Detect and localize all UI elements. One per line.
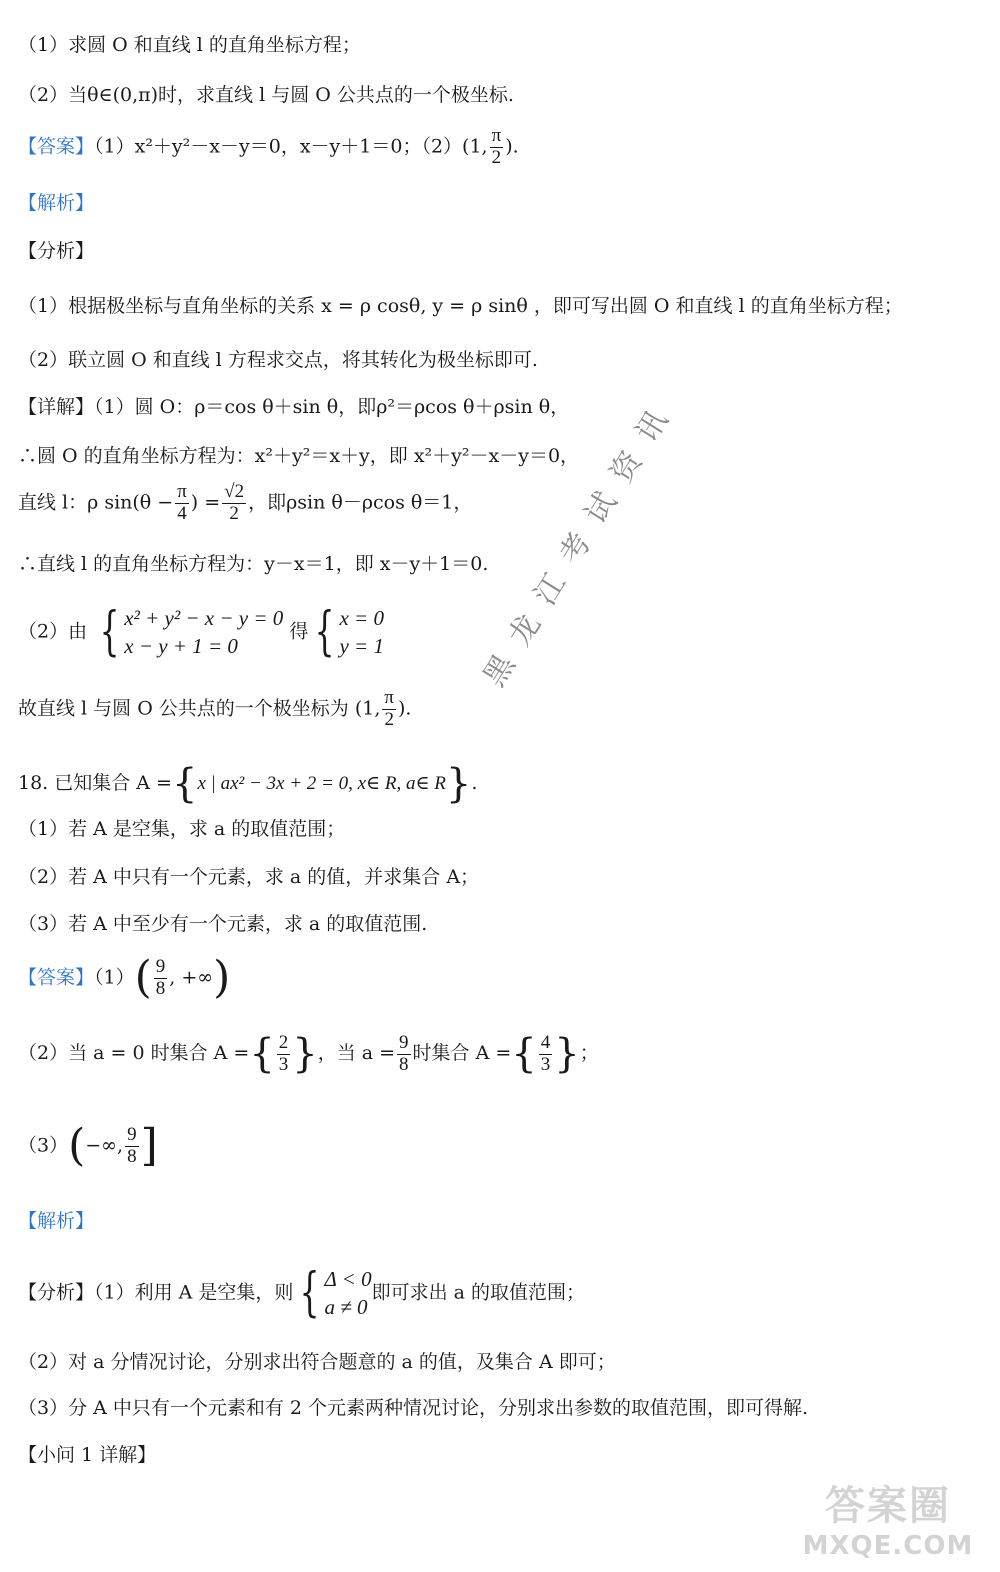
fraction-pi-4 — [175, 482, 189, 525]
a18-1-label: （1） — [94, 966, 135, 989]
equation-system-2 — [308, 604, 384, 661]
frac-den: 2 — [229, 502, 239, 524]
fenxi-heading: 【分析】 — [18, 240, 95, 262]
detail-5-a: （2）由 — [18, 620, 88, 643]
answer-18-1 — [18, 952, 980, 1005]
fenxi-1: （1）根据极坐标与直角坐标的关系 x = ρ cosθ, y = ρ sinθ ，即可写出圆 O 和直线 l 的直角坐标方程； — [18, 295, 903, 317]
fraction-4-3 — [539, 1033, 553, 1076]
condition-system — [293, 1265, 371, 1322]
detail-1: 【详解】（1）圆 O：ρ＝cos θ＋sin θ，即ρ²＝ρcos θ＋ρsin θ， — [18, 396, 570, 418]
equation-system-1 — [93, 604, 283, 661]
system-row: y = 1 — [339, 634, 384, 659]
set-brace-right: } — [292, 1031, 318, 1077]
answer-17 — [18, 126, 980, 169]
system-row: x² + y² − x − y = 0 — [124, 606, 284, 630]
detail-6-a: 故直线 l 与圆 O 公共点的一个极坐标为 (1, — [18, 697, 381, 720]
fenxi-18-1 — [18, 1265, 980, 1322]
left-brace: { — [99, 602, 120, 663]
a18-3-inf: −∞, — [85, 1134, 124, 1157]
frac-den: 4 — [177, 502, 187, 524]
frac-num: π — [177, 481, 187, 502]
fx18-a: 【分析】（1）利用 A 是空集，则 — [18, 1281, 294, 1304]
answer-18-3 — [18, 1120, 980, 1173]
fx18-b: 即可求出 a 的取值范围； — [371, 1281, 586, 1304]
detail-2: ∴圆 O 的直角坐标方程为：x²＋y²＝x＋y，即 x²＋y²－x－y＝0， — [18, 445, 580, 467]
jiexi-heading-2: 【解析】 — [18, 1210, 95, 1232]
a18-3-label: （3） — [18, 1134, 69, 1157]
logo-en: MXQE.COM — [802, 1531, 974, 1561]
system-row: x = 0 — [339, 606, 384, 630]
frac-den: 3 — [278, 1053, 289, 1075]
detail-6-b: ). — [398, 697, 412, 720]
answer-17-text: （1）x²＋y²－x－y＝0，x－y＋1＝0；（2）(1, — [94, 135, 488, 158]
frac-den: 2 — [384, 708, 394, 730]
detail-3-b: ) = — [190, 491, 221, 514]
fraction-2-3 — [277, 1033, 291, 1076]
set-brace-right: } — [445, 761, 472, 807]
detail-3-a: 直线 l：ρ sin(θ − — [18, 491, 174, 514]
q18-suffix: . — [471, 772, 478, 794]
q17-part1: （1）求圆 O 和直线 l 的直角坐标方程； — [18, 34, 361, 56]
frac-den: 3 — [540, 1053, 551, 1075]
frac-num: π — [384, 687, 394, 708]
frac-den: 2 — [491, 146, 502, 168]
frac-num: 4 — [540, 1031, 551, 1053]
fraction-sqrt2-2 — [222, 482, 246, 525]
frac-den: 8 — [127, 1145, 137, 1167]
fenxi-18-2: （2）对 a 分情况讨论，分别求出符合题意的 a 的值，及集合 A 即可； — [18, 1351, 616, 1373]
answer-17-end: ). — [505, 135, 519, 158]
fraction-pi-2 — [490, 126, 504, 169]
q18-part3: （3）若 A 中至少有一个元素，求 a 的取值范围. — [18, 913, 428, 935]
frac-den: 8 — [399, 1053, 409, 1075]
a18-2-c: 时集合 A = — [412, 1042, 512, 1064]
left-paren: ( — [134, 952, 152, 1003]
right-paren: ) — [213, 952, 231, 1003]
logo-cn: 答案圈 — [825, 1483, 951, 1529]
system-row: a ≠ 0 — [324, 1295, 368, 1320]
fraction-9-8 — [154, 957, 168, 1000]
a18-2-a: （2）当 a = 0 时集合 A = — [18, 1042, 250, 1064]
frac-num: √2 — [224, 481, 245, 502]
a18-2-b: ，当 a = — [317, 1042, 396, 1064]
site-logo — [798, 1474, 978, 1564]
frac-num: 2 — [278, 1031, 289, 1053]
right-bracket: ] — [140, 1120, 158, 1171]
frac-num: 9 — [127, 1124, 137, 1146]
set-brace-right: } — [554, 1031, 580, 1077]
detail-3-c: ，即ρsin θ－ρcos θ＝1， — [248, 491, 473, 514]
a18-1-tail: , +∞ — [169, 966, 214, 989]
fraction-9-8 — [397, 1033, 411, 1076]
q17-part2: （2）当θ∈(0,π)时，求直线 l 与圆 O 公共点的一个极坐标. — [18, 84, 514, 106]
detail-3 — [18, 482, 980, 525]
frac-den: 8 — [155, 977, 166, 999]
left-brace: { — [300, 1263, 320, 1324]
q18-part1: （1）若 A 是空集，求 a 的取值范围； — [18, 818, 346, 840]
answer-tag: 【答案】 — [18, 135, 95, 158]
jiexi-heading: 【解析】 — [18, 192, 95, 214]
a18-2-d: ； — [579, 1042, 599, 1064]
detail-6 — [18, 688, 980, 731]
watermark-text: 黑龙江考试资讯 — [476, 389, 685, 693]
left-paren: ( — [68, 1120, 86, 1171]
detail-4: ∴直线 l 的直角坐标方程为：y－x＝1，即 x－y＋1＝0. — [18, 553, 489, 575]
fraction-9-8 — [125, 1125, 139, 1168]
answer-tag: 【答案】 — [18, 966, 95, 989]
fraction-pi-2 — [382, 688, 396, 731]
question-18 — [18, 760, 980, 808]
set-brace-left: { — [511, 1031, 537, 1077]
q18-part2: （2）若 A 中只有一个元素，求 a 的值，并求集合 A； — [18, 866, 480, 888]
detail-5-b: 得 — [289, 620, 309, 643]
frac-num: 9 — [155, 956, 166, 978]
system-row: Δ < 0 — [324, 1267, 372, 1291]
set-brace-left: { — [249, 1031, 275, 1077]
left-brace: { — [314, 602, 335, 663]
system-row: x − y + 1 = 0 — [124, 634, 238, 659]
fenxi-2: （2）联立圆 O 和直线 l 方程求交点，将其转化为极坐标即可. — [18, 349, 538, 371]
q18-prefix: 18. 已知集合 A = — [18, 772, 172, 794]
set-brace-left: { — [171, 761, 198, 807]
fenxi-18-3: （3）分 A 中只有一个元素和有 2 个元素两种情况讨论，分别求出参数的取值范围，即可得解. — [18, 1397, 809, 1419]
answer-18-2 — [18, 1030, 980, 1078]
xiaowen-1-heading: 【小问 1 详解】 — [18, 1444, 157, 1466]
q18-set: x | ax² − 3x + 2 = 0, x∈ R, a∈ R — [197, 773, 446, 794]
frac-num: π — [491, 125, 502, 146]
frac-num: 9 — [399, 1031, 409, 1053]
